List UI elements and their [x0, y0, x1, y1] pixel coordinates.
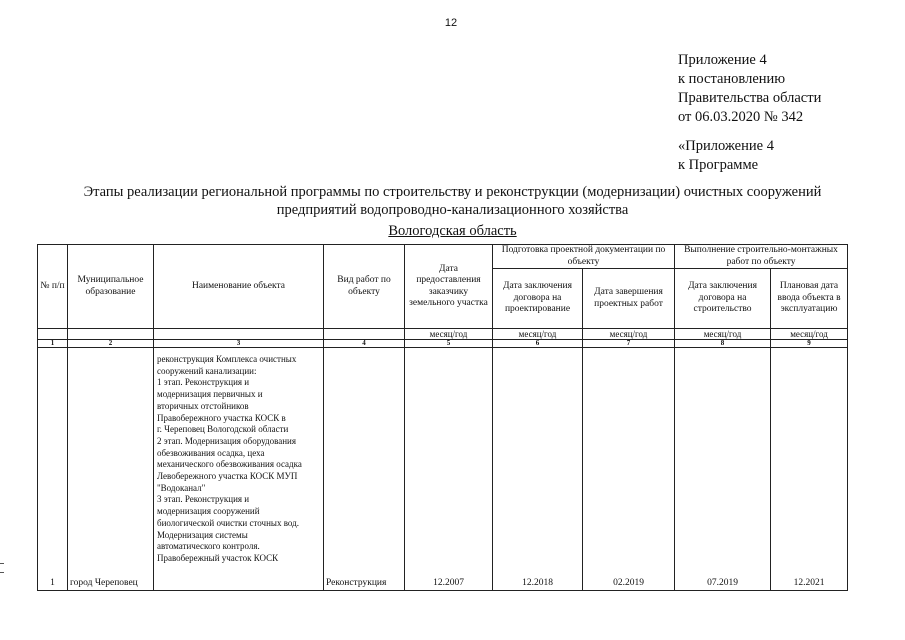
column-number: 7 — [583, 340, 675, 348]
title-line: Этапы реализации региональной программы по строительству и реконструкции (модернизации) очистных сооружений — [83, 184, 822, 200]
header-object-name: Наименование объекта — [154, 245, 324, 329]
program-appendix-line: к Программе — [678, 157, 759, 173]
row-num: 1 — [38, 348, 68, 591]
header-design-group: Подготовка проектной документации по объекту — [493, 245, 675, 269]
object-line: модернизация первичных и — [157, 389, 263, 400]
unit-label: месяц/год — [675, 329, 771, 340]
appendix-line: к постановлению — [678, 71, 786, 87]
header-design-complete: Дата завершения проектных работ — [583, 269, 675, 329]
table-row — [38, 348, 848, 591]
object-line: биологической очистки сточных вод. — [157, 517, 299, 528]
object-line: обезвоживания осадка, цеха — [157, 447, 265, 458]
appendix-line: Приложение 4 — [678, 52, 767, 68]
column-number: 9 — [771, 340, 848, 348]
header-num: № п/п — [38, 245, 68, 329]
unit-label: месяц/год — [583, 329, 675, 340]
header-construction-group: Выполнение строительно-монтажных работ по объекту — [675, 245, 848, 269]
object-line: сооружений канализации: — [157, 365, 257, 376]
column-number: 1 — [38, 340, 68, 348]
object-line: Модернизация системы — [157, 529, 248, 540]
object-line: модернизация сооружений — [157, 506, 260, 517]
row-municipality: город Череповец — [68, 348, 154, 591]
unit-label: месяц/год — [771, 329, 848, 340]
object-line: Левобережного участка КОСК МУП — [157, 471, 298, 482]
object-line: 3 этап. Реконструкция и — [157, 494, 250, 505]
row-work-type: Реконструкция — [324, 348, 405, 591]
title-line: предприятий водопроводно-канализационного хозяйства — [276, 202, 629, 218]
column-number: 4 — [324, 340, 405, 348]
header-design-contract: Дата заключения договора на проектирование — [493, 269, 583, 329]
object-line: механического обезвоживания осадка — [157, 459, 302, 470]
object-line: "Водоканал" — [157, 482, 206, 493]
column-number: 6 — [493, 340, 583, 348]
object-line: реконструкция Комплекса очистных — [157, 354, 297, 364]
column-number: 3 — [154, 340, 324, 348]
object-line: вторичных отстойников — [157, 400, 249, 411]
row-object-name — [154, 348, 324, 591]
program-appendix-line: «Приложение 4 — [678, 138, 774, 154]
row-construction-contract: 07.2019 — [675, 348, 771, 591]
column-number: 2 — [68, 340, 154, 348]
object-line: Правобережный участок КОСК — [157, 552, 279, 563]
object-line: автоматического контроля. — [157, 541, 260, 552]
document-title — [0, 183, 905, 219]
object-line: 2 этап. Модернизация оборудования — [157, 435, 297, 446]
row-design-complete: 02.2019 — [583, 348, 675, 591]
header-construction-contract: Дата заключения договора на строительство — [675, 269, 771, 329]
unit-label: месяц/год — [405, 329, 493, 340]
header-land-date: Дата предоставления заказчику земельного участка — [405, 245, 493, 329]
row-commission-date: 12.2021 — [771, 348, 848, 591]
object-line: 1 этап. Реконструкция и — [157, 377, 250, 388]
page-number: 12 — [444, 17, 458, 29]
appendix-line: от 06.03.2020 № 342 — [678, 109, 804, 125]
unit-label: месяц/год — [493, 329, 583, 340]
row-design-contract: 12.2018 — [493, 348, 583, 591]
appendix-line: Правительства области — [678, 90, 822, 106]
header-municipality: Муниципальное образование — [68, 245, 154, 329]
header-commission-date: Плановая дата ввода объекта в эксплуатацию — [771, 269, 848, 329]
binding-mark — [0, 563, 4, 573]
column-number: 5 — [405, 340, 493, 348]
row-land-date: 12.2007 — [405, 348, 493, 591]
header-work-type: Вид работ по объекту — [324, 245, 405, 329]
object-line: Правобережного участка КОСК в — [157, 412, 286, 423]
appendix-header — [678, 51, 878, 175]
schedule-table — [37, 244, 848, 591]
column-number: 8 — [675, 340, 771, 348]
object-line: г. Череповец Вологодской области — [157, 424, 289, 435]
region-heading: Вологодская область — [388, 223, 517, 239]
